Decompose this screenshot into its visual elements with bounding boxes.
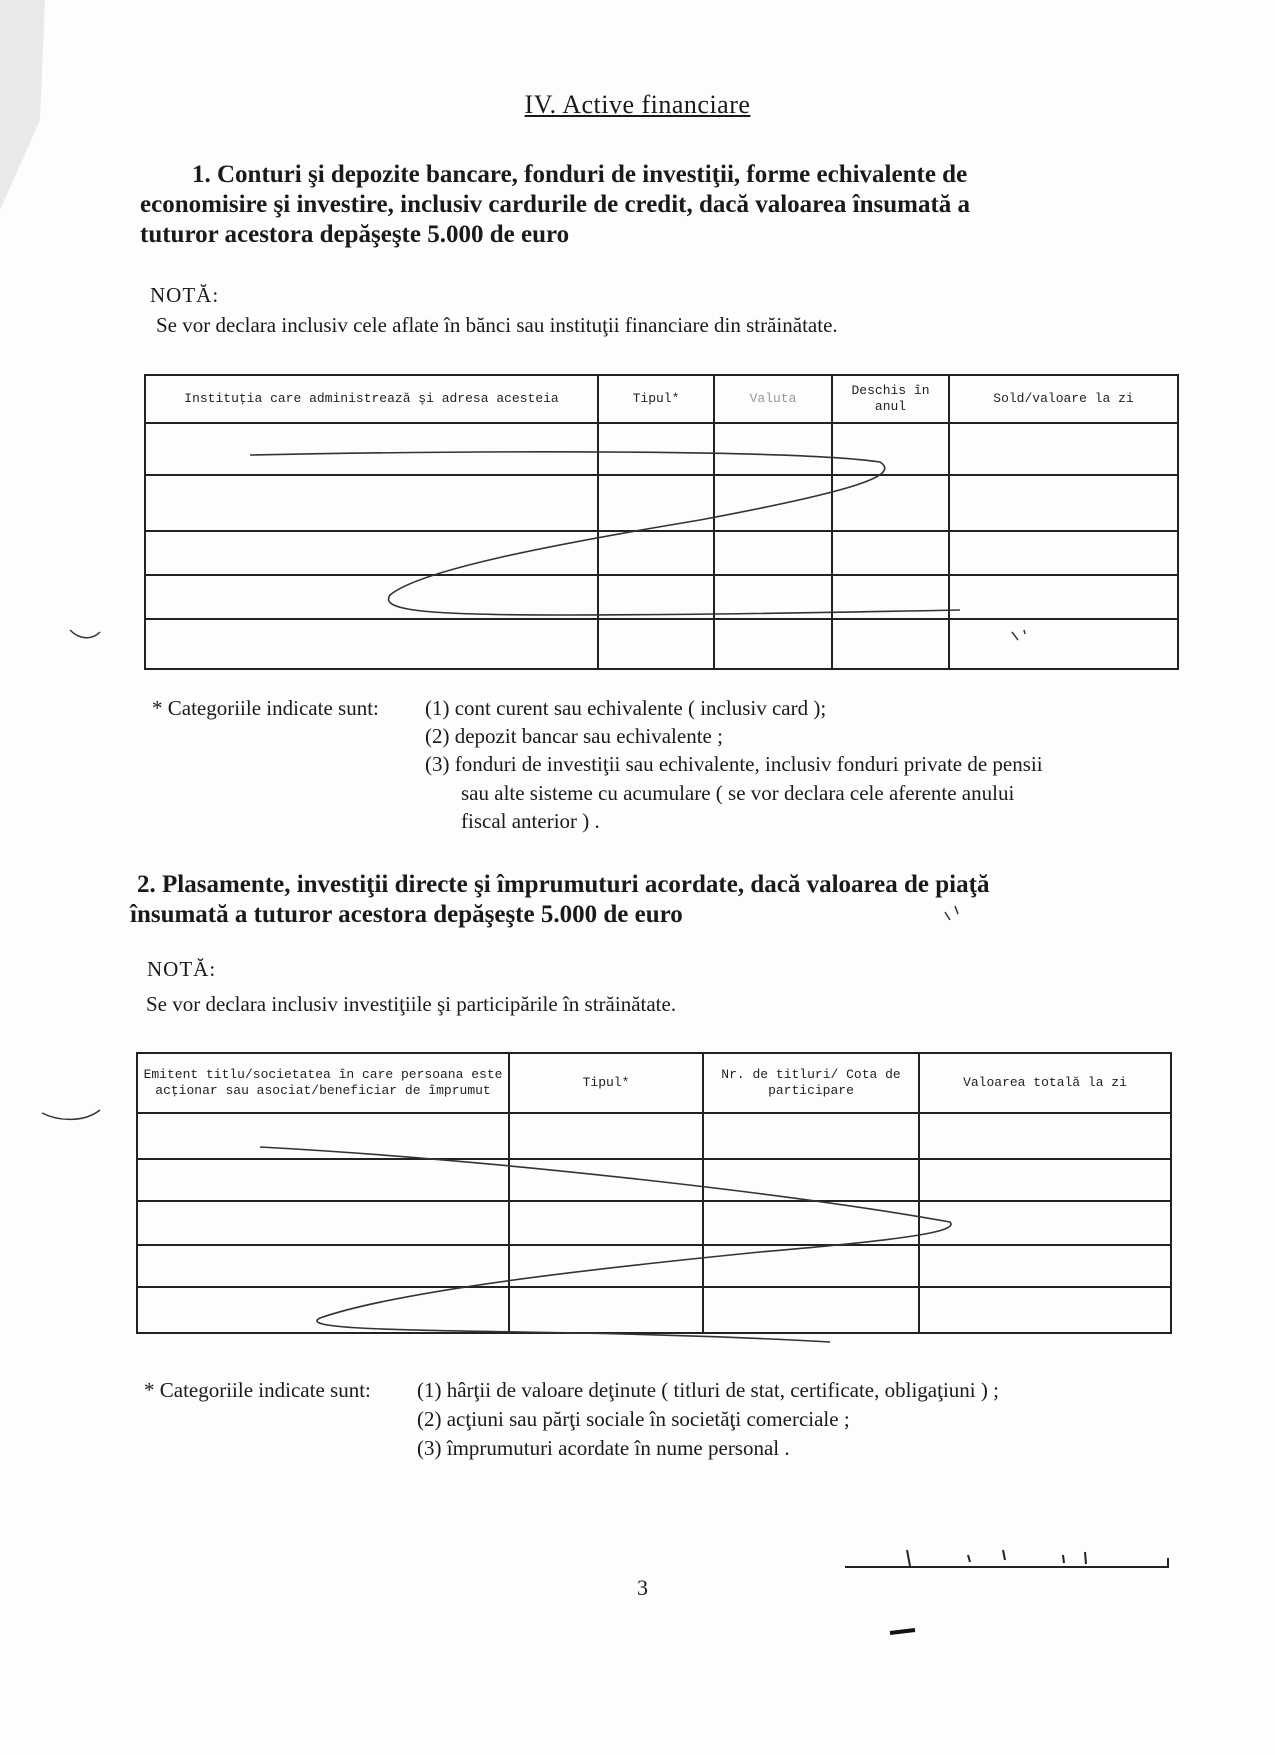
section1-heading-line3: tuturor acestora depăşeşte 5.000 de euro (140, 221, 570, 248)
section1-heading-line2: economisire şi investire, inclusiv cardurile de credit, dacă valoarea însumată a (140, 191, 971, 218)
section2-nota-label: NOTĂ: (147, 957, 217, 981)
header-currency: Valuta (714, 375, 832, 423)
section1-category-2: (2) depozit bancar sau echivalente ; (425, 724, 723, 748)
header-total-value: Valoarea totală la zi (919, 1053, 1171, 1113)
table-row (137, 1287, 1171, 1333)
section2-heading-line2: însumată a tuturor acestora depăşeşte 5.000 de euro (130, 901, 683, 928)
page-title: IV. Active financiare (524, 90, 751, 119)
table-row (145, 575, 1178, 619)
investments-table-header-row (137, 1053, 1171, 1113)
table-row (137, 1245, 1171, 1287)
page-number: 3 (637, 1575, 648, 1600)
signature-icon (845, 1550, 1168, 1633)
header-institution: Instituţia care administrează şi adresa acesteia (145, 375, 598, 423)
section1-category-3-cont: sau alte sisteme cu acumulare ( se vor declara cele aferente anului (461, 781, 1015, 805)
section1-category-1: (1) cont curent sau echivalente ( inclusiv card ); (425, 696, 827, 720)
page-fold-shadow (0, 0, 60, 240)
accounts-table (144, 374, 1179, 670)
section2-categories-intro: * Categoriile indicate sunt: (144, 1378, 371, 1402)
section1-nota-text: Se vor declara inclusiv cele aflate în bănci sau instituţii financiare din străinătate. (156, 313, 838, 337)
header-type: Tipul* (598, 375, 714, 423)
table-row (137, 1159, 1171, 1201)
header-shares: Nr. de titluri/ Cota de participare (703, 1053, 919, 1113)
table-row (137, 1201, 1171, 1245)
section1-nota-label: NOTĂ: (150, 283, 220, 307)
section2-nota-text: Se vor declara inclusiv investiţiile şi participările în străinătate. (146, 992, 677, 1016)
header-opened-year: Deschis în anul (832, 375, 949, 423)
section2-heading-line1: 2. Plasamente, investiţii directe şi împrumuturi acordate, dacă valoarea de piaţă (137, 871, 990, 898)
table-row (145, 423, 1178, 475)
header-type: Tipul* (509, 1053, 703, 1113)
header-issuer: Emitent titlu/societatea în care persoana este acţionar sau asociat/beneficiar de împrumut (137, 1053, 509, 1113)
section2-category-1: (1) hârţii de valoare deţinute ( titluri de stat, certificate, obligaţiuni ) ; (417, 1378, 999, 1402)
table-row (145, 475, 1178, 531)
section1-category-3: (3) fonduri de investiţii sau echivalente, inclusiv fonduri private de pensii (425, 752, 1043, 776)
header-balance: Sold/valoare la zi (949, 375, 1178, 423)
accounts-table-header-row (145, 375, 1178, 423)
table-row (145, 619, 1178, 669)
section2-category-3: (3) împrumuturi acordate în nume personal . (417, 1436, 790, 1460)
section1-categories-intro: * Categoriile indicate sunt: (152, 696, 379, 720)
table-row (145, 531, 1178, 575)
table-row (137, 1113, 1171, 1159)
section1-category-3-end: fiscal anterior ) . (461, 809, 600, 833)
section1-heading-line1: 1. Conturi şi depozite bancare, fonduri de investiţii, forme echivalente de (192, 161, 968, 188)
section2-category-2: (2) acţiuni sau părţi sociale în societăţi comerciale ; (417, 1407, 850, 1431)
investments-table (136, 1052, 1172, 1334)
